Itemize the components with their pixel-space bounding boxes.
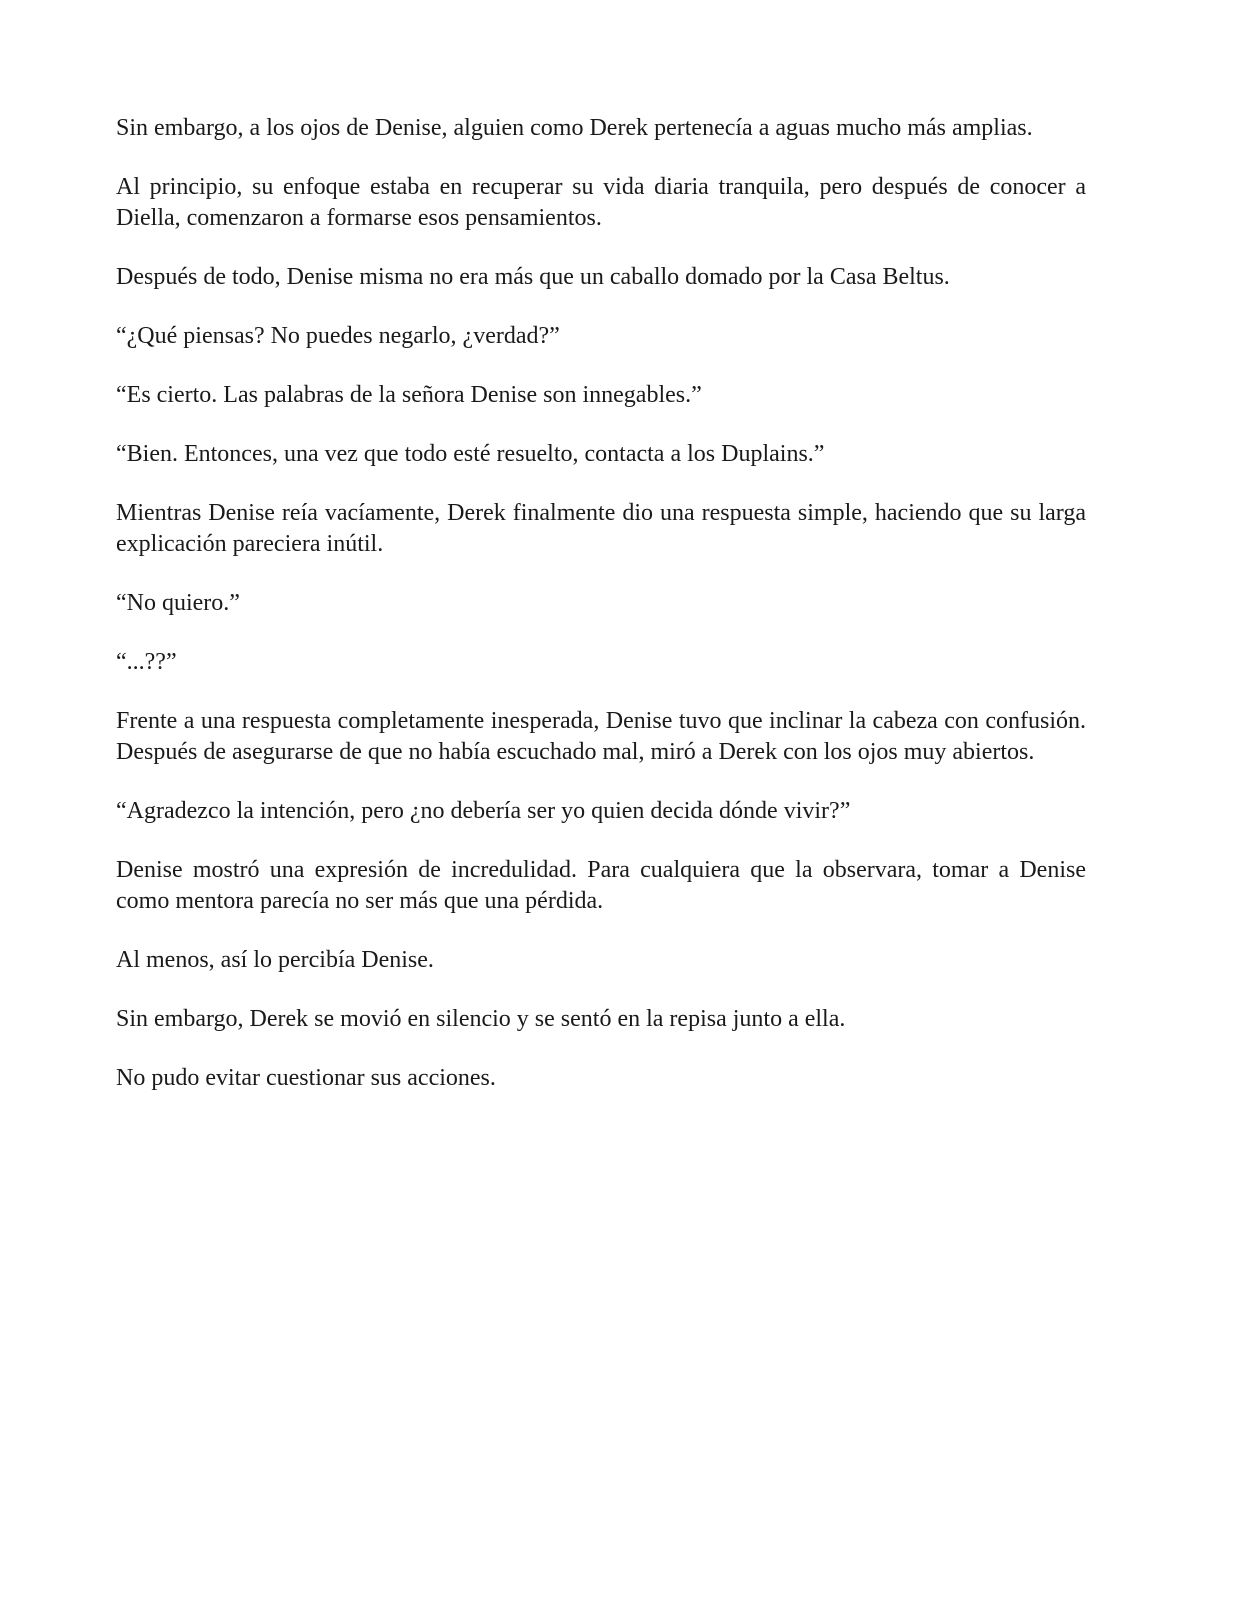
paragraph-14: Sin embargo, Derek se movió en silencio y se sentó en la repisa junto a ella. bbox=[116, 1006, 846, 1032]
paragraph-3: Después de todo, Denise misma no era más que un caballo domado por la Casa Beltus. bbox=[116, 264, 950, 290]
document-page bbox=[116, 113, 1086, 1122]
paragraph-4: “¿Qué piensas? No puedes negarlo, ¿verdad?” bbox=[116, 323, 560, 349]
paragraph-1: Sin embargo, a los ojos de Denise, alguien como Derek pertenecía a aguas mucho más amplias. bbox=[116, 115, 1033, 141]
paragraph-13: Al menos, así lo percibía Denise. bbox=[116, 947, 434, 973]
paragraph-5: “Es cierto. Las palabras de la señora Denise son innegables.” bbox=[116, 382, 702, 408]
paragraph-9: “...??” bbox=[116, 649, 177, 675]
paragraph-15: No pudo evitar cuestionar sus acciones. bbox=[116, 1065, 496, 1091]
paragraph-8: “No quiero.” bbox=[116, 590, 240, 616]
paragraph-12: Denise mostró una expresión de incredulidad. Para cualquiera que la observara, tomar a Denise como mentora parecía no ser más que una pérdida. bbox=[116, 857, 1086, 914]
paragraph-7: Mientras Denise reía vacíamente, Derek finalmente dio una respuesta simple, haciendo que su larga explicación pareciera inútil. bbox=[116, 500, 1086, 557]
paragraph-2: Al principio, su enfoque estaba en recuperar su vida diaria tranquila, pero después de conocer a Diella, comenzaron a formarse esos pensamientos. bbox=[116, 174, 1086, 231]
paragraph-11: “Agradezco la intención, pero ¿no debería ser yo quien decida dónde vivir?” bbox=[116, 798, 851, 824]
paragraph-6: “Bien. Entonces, una vez que todo esté resuelto, contacta a los Duplains.” bbox=[116, 441, 825, 467]
paragraph-10: Frente a una respuesta completamente inesperada, Denise tuvo que inclinar la cabeza con confusión. Después de asegurarse de que no había escuchado mal, miró a Derek con los ojos muy abiertos. bbox=[116, 708, 1086, 765]
